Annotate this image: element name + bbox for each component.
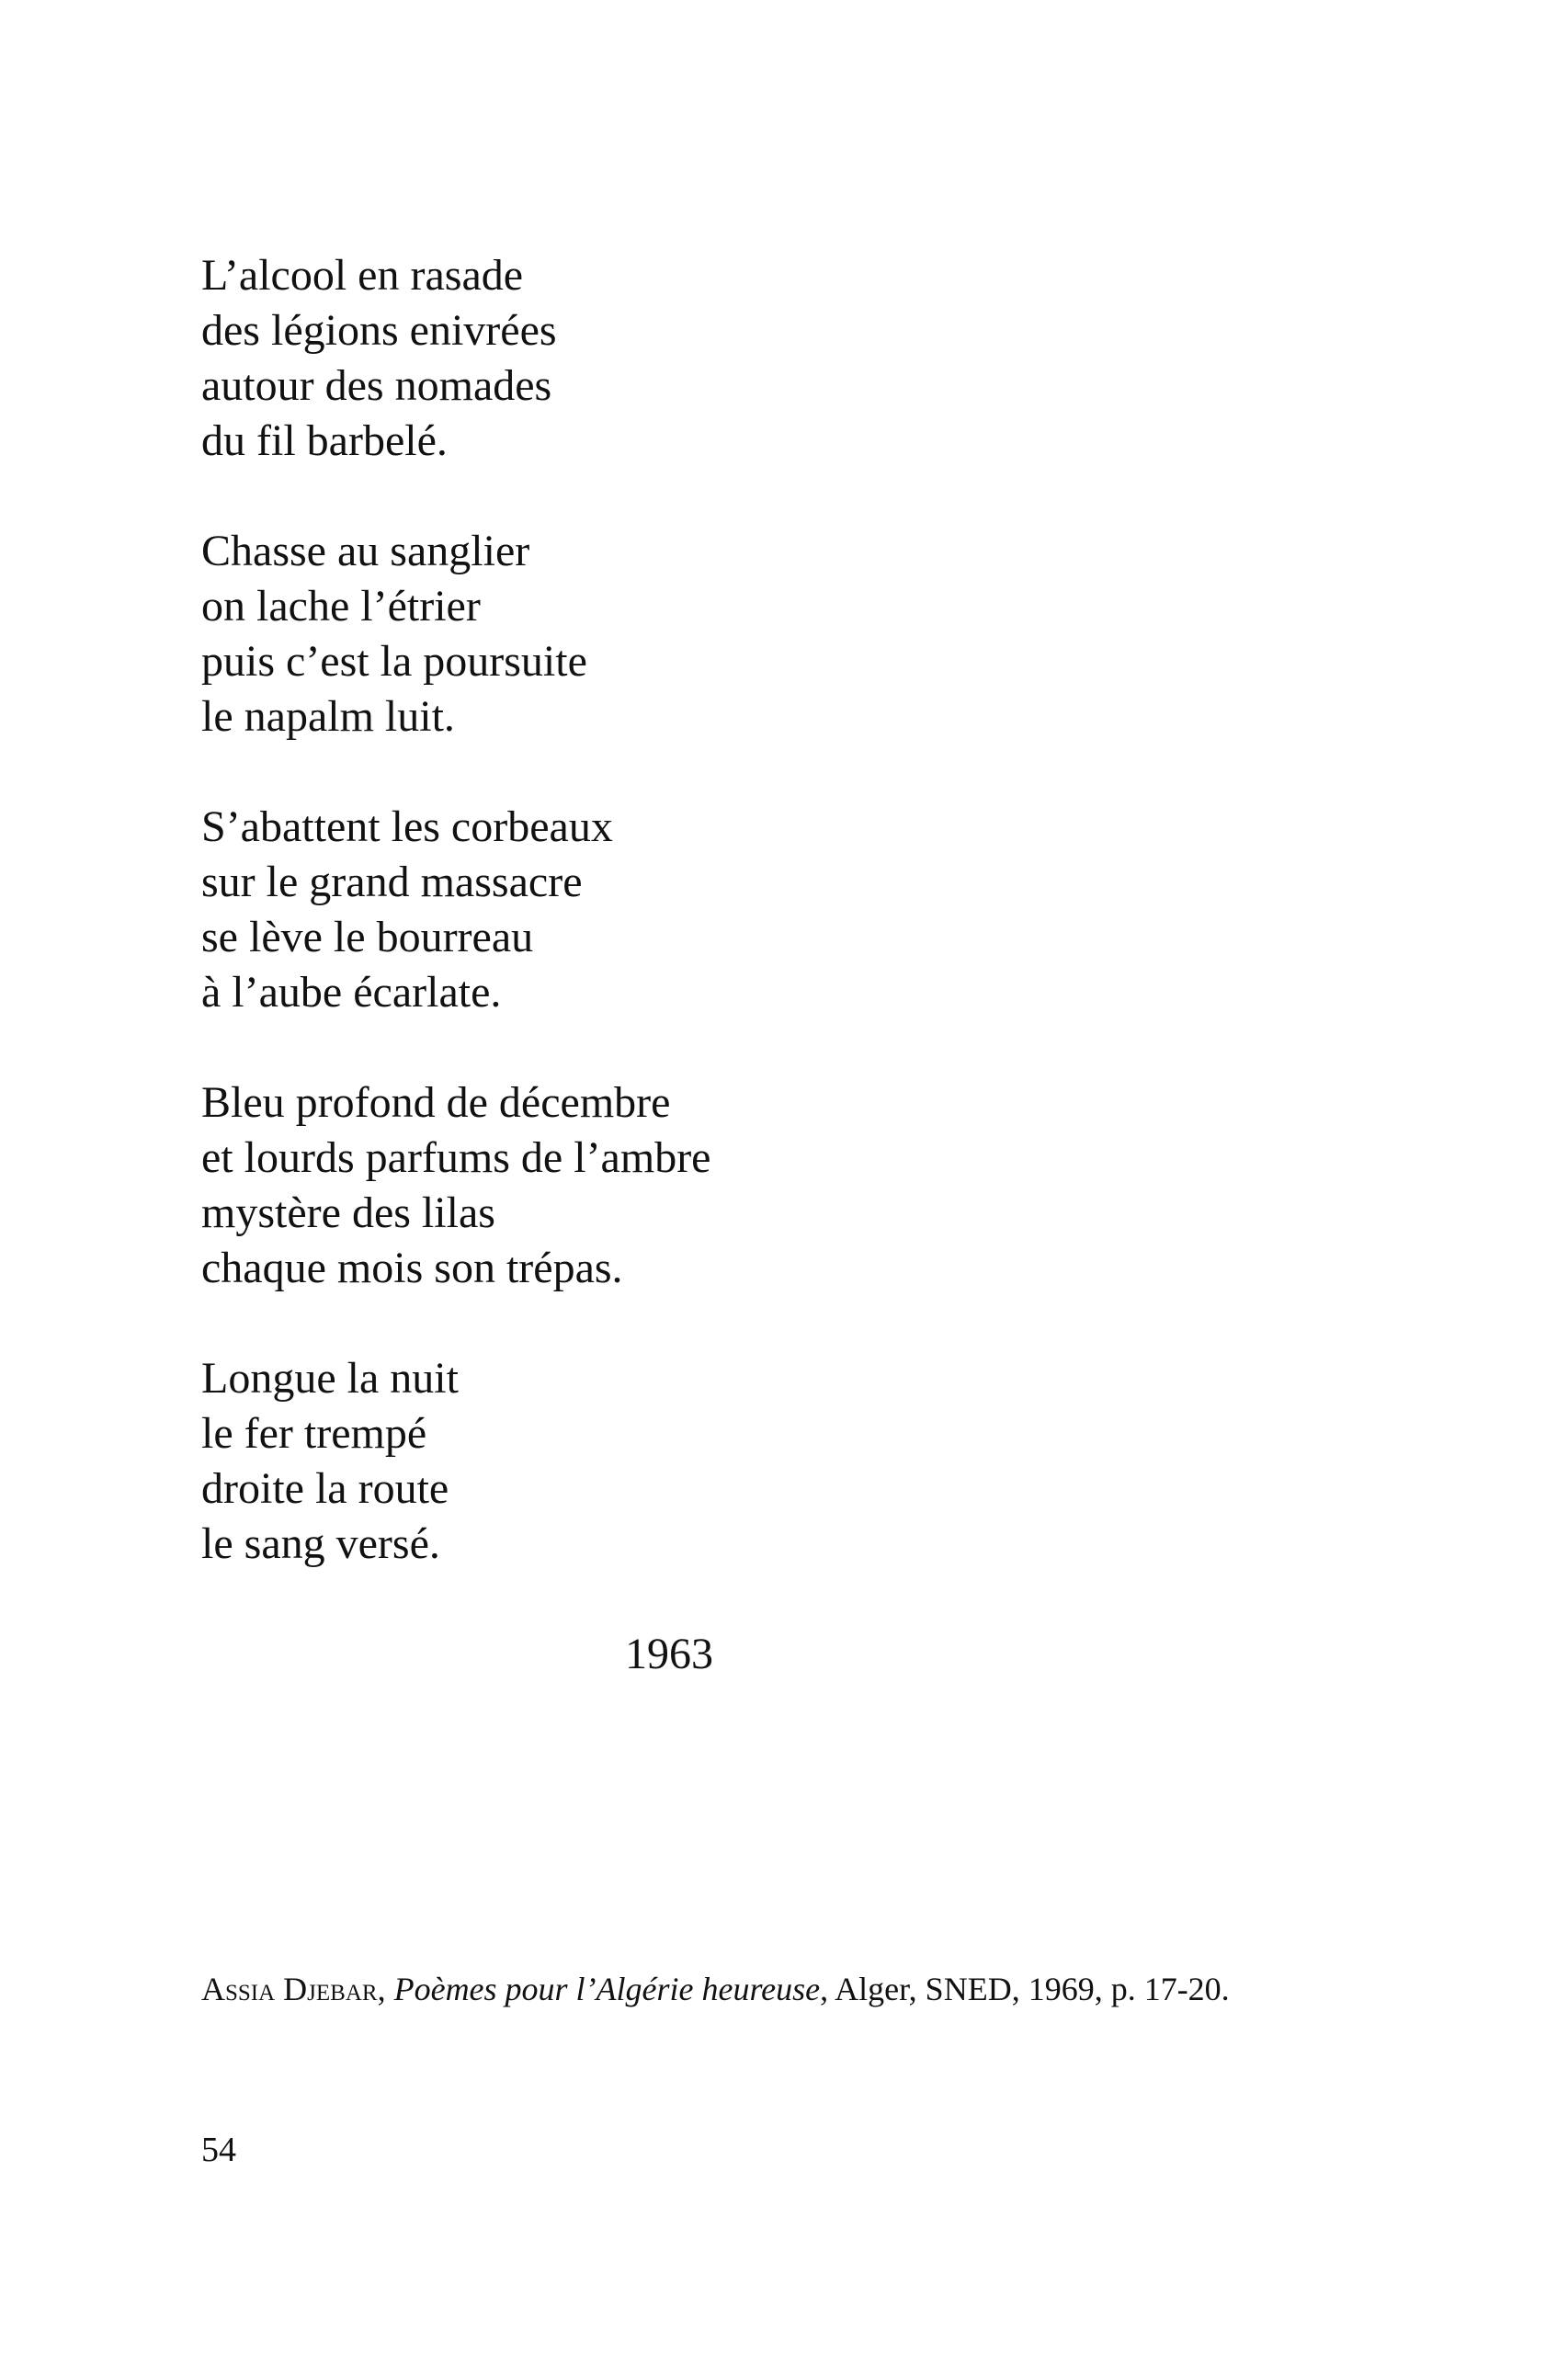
- poem-line: des légions enivrées: [201, 306, 557, 355]
- poem-line: le fer trempé: [201, 1409, 427, 1458]
- poem-line: mystère des lilas: [201, 1188, 495, 1237]
- stanza-1: [201, 248, 1304, 469]
- poem-line: chaque mois son trépas.: [201, 1244, 623, 1292]
- poem-line: se lève le bourreau: [201, 913, 534, 961]
- poem-line: S’abattent les corbeaux: [201, 802, 613, 851]
- poem-line: on lache l’étrier: [201, 582, 481, 631]
- poem-line: le sang versé.: [201, 1519, 440, 1568]
- citation-details: , Alger, SNED, 1969, p. 17-20.: [820, 1971, 1230, 2007]
- citation-author: Assia Djebar: [201, 1971, 378, 2007]
- poem-line: sur le grand massacre: [201, 858, 583, 906]
- citation-separator: ,: [377, 1971, 394, 2007]
- poem-line: droite la route: [201, 1464, 449, 1513]
- page-number: 54: [201, 2131, 236, 2169]
- poem-line: et lourds parfums de l’ambre: [201, 1133, 711, 1182]
- poem-date: 1963: [625, 1630, 713, 1678]
- stanza-3: [201, 800, 1304, 1020]
- poem-line: à l’aube écarlate.: [201, 968, 502, 1017]
- poem-line: Longue la nuit: [201, 1354, 459, 1403]
- poem-line: Chasse au sanglier: [201, 527, 530, 575]
- stanza-4: [201, 1075, 1304, 1296]
- stanza-2: [201, 524, 1304, 745]
- source-citation: [201, 1967, 1230, 2011]
- poem-line: le napalm luit.: [201, 692, 455, 741]
- poem-line: du fil barbelé.: [201, 416, 448, 465]
- poem-line: L’alcool en rasade: [201, 251, 524, 300]
- poem-line: autour des nomades: [201, 361, 552, 410]
- poem: [201, 248, 1304, 1627]
- poem-line: Bleu profond de décembre: [201, 1078, 671, 1127]
- citation-title: Poèmes pour l’Algérie heureuse: [393, 1971, 821, 2007]
- stanza-5: [201, 1351, 1304, 1572]
- poem-line: puis c’est la poursuite: [201, 637, 587, 686]
